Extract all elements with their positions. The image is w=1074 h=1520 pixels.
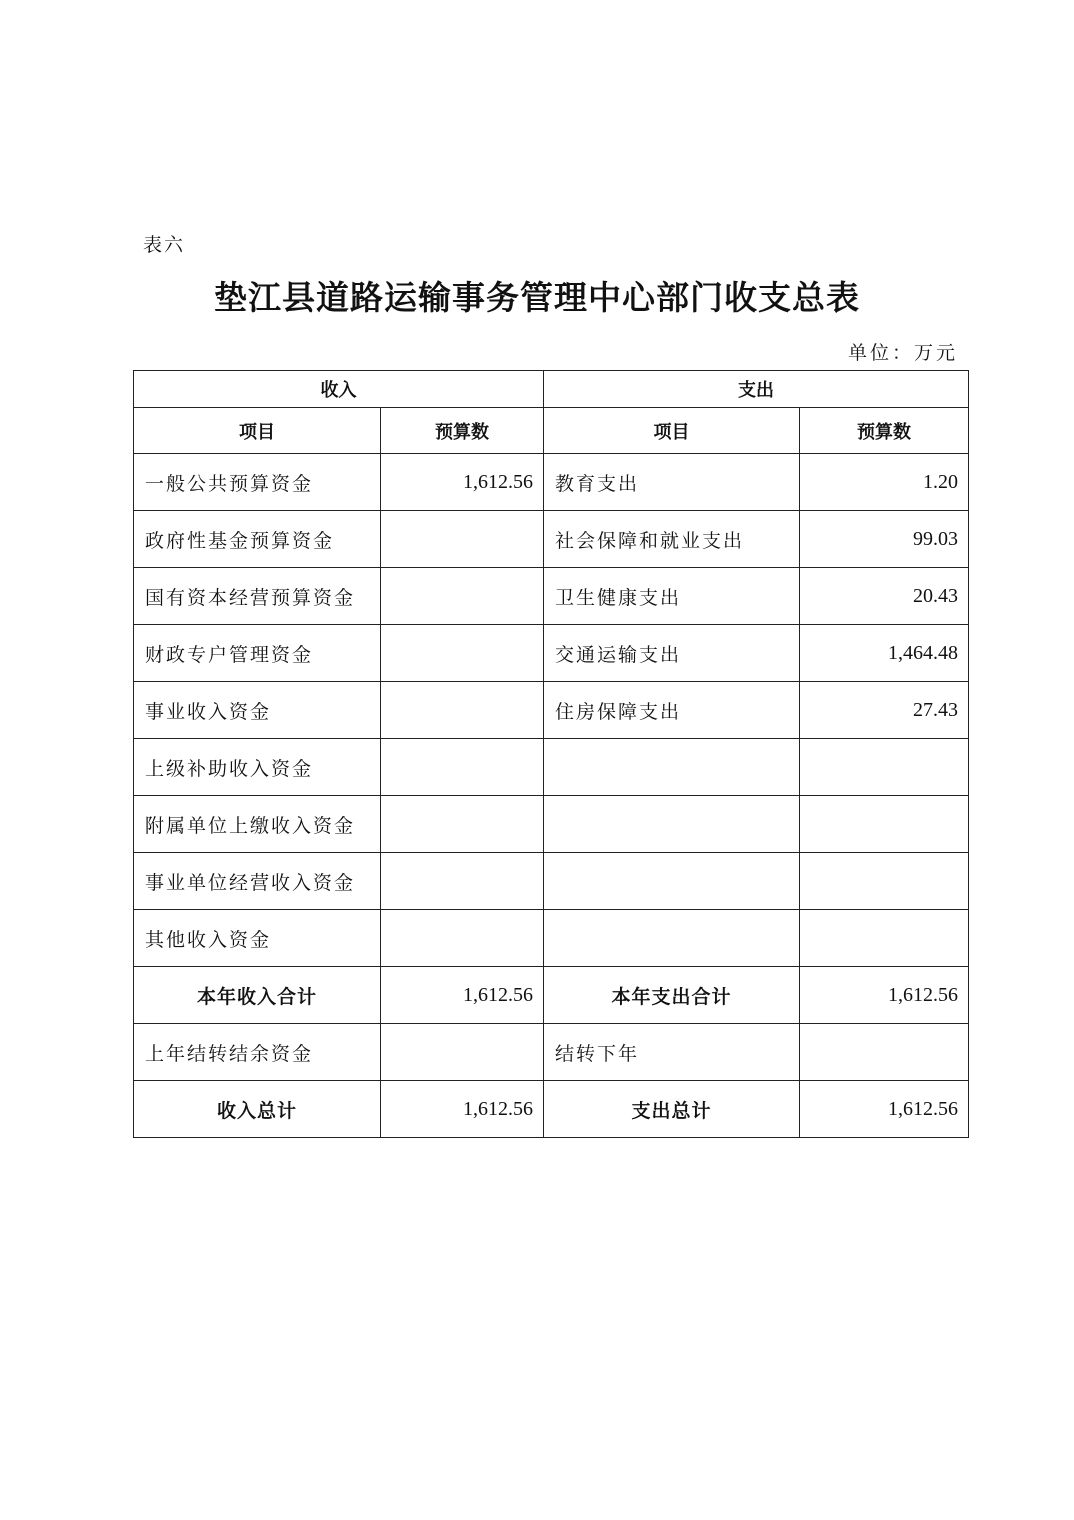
table-row	[134, 796, 969, 853]
expense-item-cell: 结转下年	[544, 1024, 800, 1081]
expense-amount-cell: 1,464.48	[800, 625, 969, 682]
table-row	[134, 454, 969, 511]
section-header-row	[134, 371, 969, 408]
expense-item-cell: 本年支出合计	[544, 967, 800, 1024]
expense-amount-cell: 1.20	[800, 454, 969, 511]
expense-amount-cell: 99.03	[800, 511, 969, 568]
income-item-cell: 财政专户管理资金	[134, 625, 381, 682]
table-row	[134, 1024, 969, 1081]
table-row	[134, 853, 969, 910]
expense-amount-cell	[800, 1024, 969, 1081]
income-amount-cell	[381, 853, 544, 910]
budget-summary-table	[133, 370, 969, 1138]
expense-amount-cell	[800, 796, 969, 853]
expense-item-cell	[544, 739, 800, 796]
income-amount-cell	[381, 511, 544, 568]
expense-amount-cell: 1,612.56	[800, 1081, 969, 1138]
document-title: 垫江县道路运输事务管理中心部门收支总表	[214, 278, 860, 317]
table-row	[134, 682, 969, 739]
income-item-cell: 上年结转结余资金	[134, 1024, 381, 1081]
income-item-cell: 政府性基金预算资金	[134, 511, 381, 568]
column-header-row	[134, 408, 969, 454]
income-item-cell: 事业收入资金	[134, 682, 381, 739]
income-section-header: 收入	[134, 371, 544, 408]
unit-label: 单位：万元	[847, 342, 958, 364]
income-amount-cell	[381, 682, 544, 739]
expense-item-cell: 交通运输支出	[544, 625, 800, 682]
table-row	[134, 625, 969, 682]
income-item-cell: 本年收入合计	[134, 967, 381, 1024]
income-amount-cell	[381, 568, 544, 625]
expense-item-cell: 教育支出	[544, 454, 800, 511]
income-item-cell: 上级补助收入资金	[134, 739, 381, 796]
table-total-row	[134, 967, 969, 1024]
expense-item-cell: 卫生健康支出	[544, 568, 800, 625]
table-row	[134, 739, 969, 796]
expense-item-header: 项目	[544, 408, 800, 454]
income-item-cell: 收入总计	[134, 1081, 381, 1138]
expense-item-cell: 支出总计	[544, 1081, 800, 1138]
table-row	[134, 568, 969, 625]
table-total-row	[134, 1081, 969, 1138]
income-item-cell: 国有资本经营预算资金	[134, 568, 381, 625]
expense-budget-header: 预算数	[800, 408, 969, 454]
income-amount-cell	[381, 625, 544, 682]
income-item-cell: 一般公共预算资金	[134, 454, 381, 511]
income-item-header: 项目	[134, 408, 381, 454]
income-amount-cell	[381, 910, 544, 967]
income-item-cell: 其他收入资金	[134, 910, 381, 967]
income-amount-cell	[381, 796, 544, 853]
expense-item-cell	[544, 910, 800, 967]
expense-section-header: 支出	[544, 371, 969, 408]
income-budget-header: 预算数	[381, 408, 544, 454]
income-amount-cell: 1,612.56	[381, 967, 544, 1024]
expense-amount-cell: 20.43	[800, 568, 969, 625]
expense-amount-cell: 27.43	[800, 682, 969, 739]
income-amount-cell: 1,612.56	[381, 454, 544, 511]
income-item-cell: 附属单位上缴收入资金	[134, 796, 381, 853]
income-item-cell: 事业单位经营收入资金	[134, 853, 381, 910]
expense-item-cell	[544, 796, 800, 853]
expense-item-cell: 住房保障支出	[544, 682, 800, 739]
income-amount-cell	[381, 1024, 544, 1081]
expense-item-cell: 社会保障和就业支出	[544, 511, 800, 568]
expense-item-cell	[544, 853, 800, 910]
income-amount-cell	[381, 739, 544, 796]
expense-amount-cell: 1,612.56	[800, 967, 969, 1024]
expense-amount-cell	[800, 853, 969, 910]
table-row	[134, 511, 969, 568]
table-number: 表六	[143, 234, 186, 256]
table-row	[134, 910, 969, 967]
income-amount-cell: 1,612.56	[381, 1081, 544, 1138]
expense-amount-cell	[800, 739, 969, 796]
expense-amount-cell	[800, 910, 969, 967]
